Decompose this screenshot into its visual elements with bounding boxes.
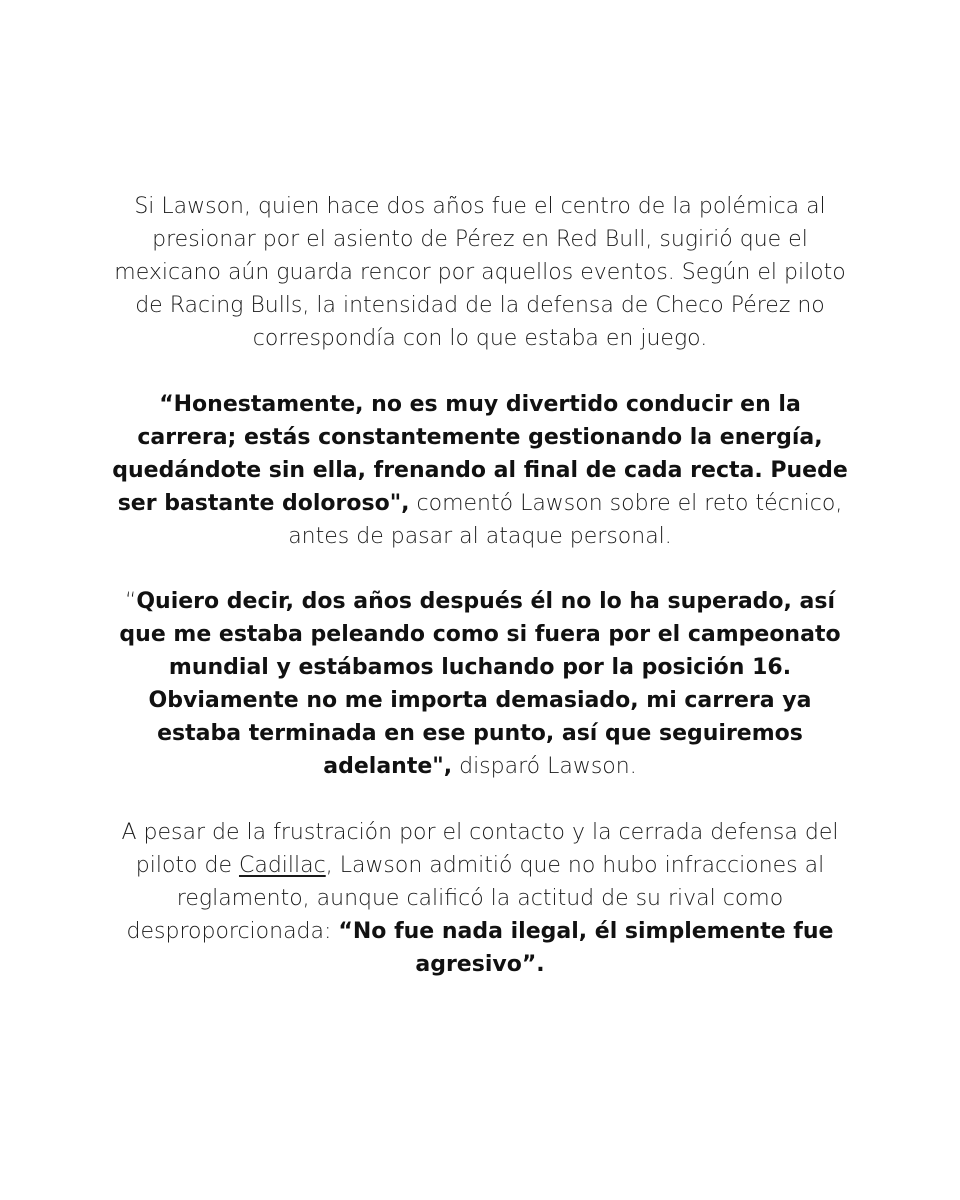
cadillac-link[interactable]: Cadillac xyxy=(238,852,326,878)
conclusion-text-start: A pesar de la frustración por el contacto y la cerrada defensa del piloto de xyxy=(121,819,839,878)
quote-championship-attribution: disparó Lawson. xyxy=(452,754,637,779)
paragraph-intro-text: Si Lawson, quien hace dos años fue el centro de la polémica al presionar por el asiento de Pérez en Red Bull, sugirió que el mexicano aún guarda rencor por aquellos eventos. Según el piloto de Racing Bulls, la intensidad de la defensa de Checo Pérez no correspondía con lo que estaba en juego. xyxy=(114,194,846,351)
quote-championship: Quiero decir, dos años después él no lo ha superado, así que me estaba peleando como si fuera por el campeonato mundial y estábamos luchando por la posición 16. Obviamente no me importa demasiado, mi carrera ya estaba terminada en ese punto, así que seguiremos adelante", xyxy=(119,589,841,779)
paragraph-intro xyxy=(110,190,850,355)
open-quote-mark: “ xyxy=(124,589,137,614)
quote-energy-attribution: comentó Lawson sobre el reto técnico, antes de pasar al ataque personal. xyxy=(288,490,843,549)
quote-not-illegal: “No fue nada ilegal, él simplemente fue agresivo”. xyxy=(338,918,834,977)
quote-energy: “Honestamente, no es muy divertido conducir en la carrera; estás constantemente gestionando la energía, quedándote sin ella, frenando al final de cada recta. Puede ser bastante doloroso", xyxy=(112,391,848,516)
article-body xyxy=(110,190,850,1013)
paragraph-quote-championship xyxy=(110,585,850,783)
paragraph-conclusion xyxy=(110,816,850,981)
conclusion-text-middle: , Lawson admitió que no hubo infracciones al reglamento, aunque calificó la actitud de su rival como desproporcionada: xyxy=(126,852,825,944)
paragraph-quote-energy xyxy=(110,388,850,553)
